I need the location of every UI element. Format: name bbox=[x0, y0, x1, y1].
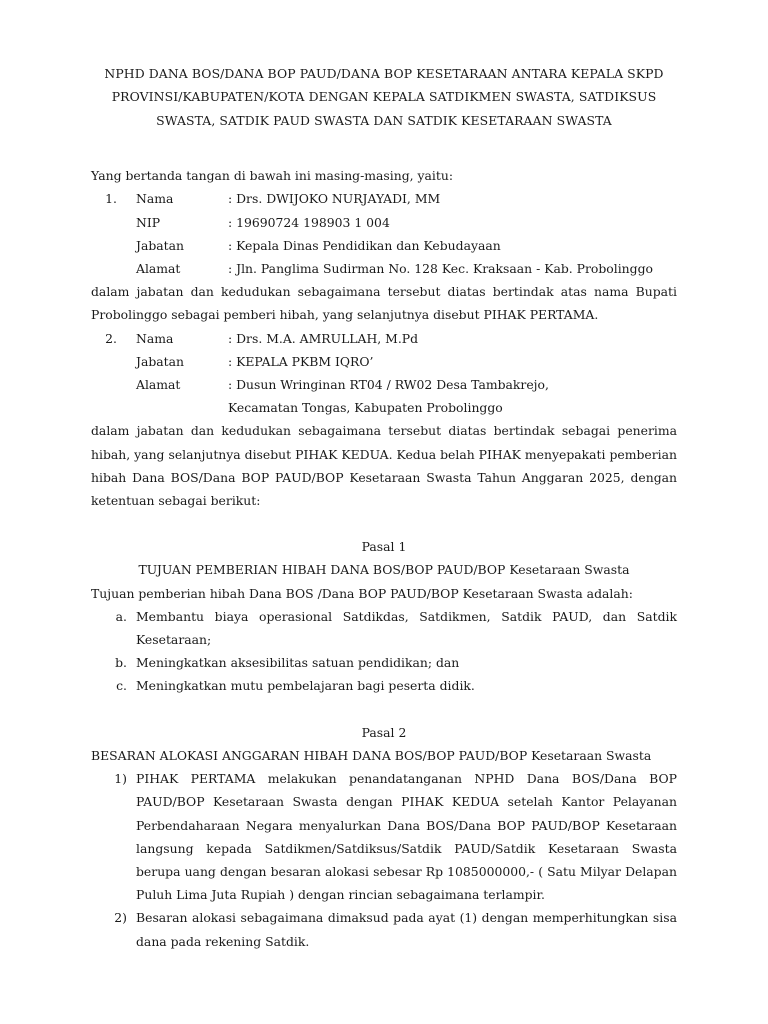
list-item-text: PIHAK PERTAMA melakukan penandatanganan NPHD Dana BOS/Dana BOP PAUD/BOP Kesetaraan Swasta dengan PIHAK KEDUA setelah Kantor Pelayanan Perbendaharaan Negara menyalurkan Dana BOS/Dana BOP PAUD/BOP Kesetaraan langsung kepada Satdikmen/Satdiksus/Satdik PAUD/Satdik Kesetaraan Swasta berupa uang dengan besaran alokasi sebesar Rp 1085000000,- ( Satu Milyar Delapan Puluh Lima Juta Rupiah ) dengan rincian sebagaimana terlampir. bbox=[136, 771, 677, 903]
party-1-jabatan-label: Jabatan bbox=[136, 237, 185, 253]
pasal-2-section bbox=[91, 721, 677, 953]
intro-text: Yang bertanda tangan di bawah ini masing-masing, yaitu: bbox=[91, 168, 454, 184]
pasal-1-subheading: TUJUAN PEMBERIAN HIBAH DANA BOS/BOP PAUD/BOP Kesetaraan Swasta bbox=[138, 562, 630, 578]
party-2-jabatan-value: : KEPALA PKBM IQRO’ bbox=[228, 353, 374, 369]
party-2-alamat-value: : Dusun Wringinan RT04 / RW02 Desa Tambakrejo, bbox=[228, 377, 549, 393]
list-item-text: Meningkatkan mutu pembelajaran bagi peserta didik. bbox=[136, 678, 475, 694]
party-2-block bbox=[91, 327, 677, 513]
list-item-marker: c. bbox=[116, 678, 127, 694]
party-2-alamat-label: Alamat bbox=[136, 377, 181, 393]
pasal-1-section bbox=[91, 535, 677, 697]
list-item-marker: a. bbox=[115, 608, 127, 624]
title-line-1: NPHD DANA BOS/DANA BOP PAUD/DANA BOP KESETARAAN ANTARA KEPALA SKPD bbox=[104, 66, 664, 81]
pasal-1-heading: Pasal 1 bbox=[361, 539, 407, 555]
party-1-alamat-row bbox=[91, 257, 677, 280]
pasal-2-heading: Pasal 2 bbox=[361, 724, 407, 740]
party-1-alamat-label: Alamat bbox=[136, 261, 181, 277]
document-title bbox=[91, 62, 677, 132]
party-2-name-label: Nama bbox=[136, 330, 174, 346]
list-item-marker: b. bbox=[115, 655, 127, 671]
party-1-alamat-value: : Jln. Panglima Sudirman No. 128 Kec. Kraksaan - Kab. Probolinggo bbox=[228, 261, 653, 277]
party-2-jabatan-label: Jabatan bbox=[136, 353, 185, 369]
pasal-2-subheading: BESARAN ALOKASI ANGGARAN HIBAH DANA BOS/BOP PAUD/BOP Kesetaraan Swasta bbox=[91, 747, 652, 763]
party-1-nip-value: : 19690724 198903 1 004 bbox=[228, 214, 390, 230]
party-1-name-row bbox=[91, 187, 677, 210]
party-2-name-value: : Drs. M.A. AMRULLAH, M.Pd bbox=[228, 330, 419, 346]
list-item-marker: 2) bbox=[114, 910, 127, 926]
party-2-alamat-continued: Kecamatan Tongas, Kabupaten Probolinggo bbox=[228, 400, 503, 416]
party-2-name-row bbox=[91, 327, 677, 350]
list-item bbox=[91, 674, 677, 697]
party-1-block bbox=[91, 187, 677, 326]
party-1-number: 1. bbox=[105, 191, 117, 207]
party-2-statement: dalam jabatan dan kedudukan sebagaimana tersebut diatas bertindak sebagai penerima hibah, yang selanjutnya disebut PIHAK KEDUA. Kedua belah PIHAK menyepakati pemberian hibah Dana BOS/Dana BOP PAUD/BOP Kesetaraan Swasta Tahun Anggaran 2025, dengan ketentuan sebagai berikut: bbox=[91, 423, 677, 509]
party-1-jabatan-row bbox=[91, 234, 677, 257]
title-line-3: SWASTA, SATDIK PAUD SWASTA DAN SATDIK KESETARAAN SWASTA bbox=[156, 112, 612, 128]
pasal-1-lead: Tujuan pemberian hibah Dana BOS /Dana BOP PAUD/BOP Kesetaraan Swasta adalah: bbox=[91, 585, 633, 601]
list-item bbox=[91, 767, 677, 906]
list-item-marker: 1) bbox=[114, 771, 127, 787]
list-item bbox=[91, 906, 677, 952]
party-2-number: 2. bbox=[105, 330, 117, 346]
list-item-text: Besaran alokasi sebagaimana dimaksud pada ayat (1) dengan memperhitungkan sisa dana pada rekening Satdik. bbox=[136, 910, 677, 949]
party-1-statement: dalam jabatan dan kedudukan sebagaimana tersebut diatas bertindak atas nama Bupati Probolinggo sebagai pemberi hibah, yang selanjutnya disebut PIHAK PERTAMA. bbox=[91, 284, 677, 323]
list-item-text: Meningkatkan aksesibilitas satuan pendidikan; dan bbox=[136, 655, 460, 671]
party-2-jabatan-row bbox=[91, 350, 677, 373]
list-item bbox=[91, 651, 677, 674]
party-1-jabatan-value: : Kepala Dinas Pendidikan dan Kebudayaan bbox=[228, 237, 501, 253]
list-item bbox=[91, 605, 677, 651]
party-1-nip-row bbox=[91, 211, 677, 234]
title-line-2: PROVINSI/KABUPATEN/KOTA DENGAN KEPALA SATDIKMEN SWASTA, SATDIKSUS bbox=[111, 89, 657, 105]
party-2-alamat-row bbox=[91, 373, 677, 396]
party-1-name-value: : Drs. DWIJOKO NURJAYADI, MM bbox=[228, 191, 441, 207]
party-1-name-label: Nama bbox=[136, 191, 174, 207]
list-item-text: Membantu biaya operasional Satdikdas, Satdikmen, Satdik PAUD, dan Satdik Kesetaraan; bbox=[136, 608, 677, 648]
party-1-nip-label: NIP bbox=[136, 214, 161, 230]
